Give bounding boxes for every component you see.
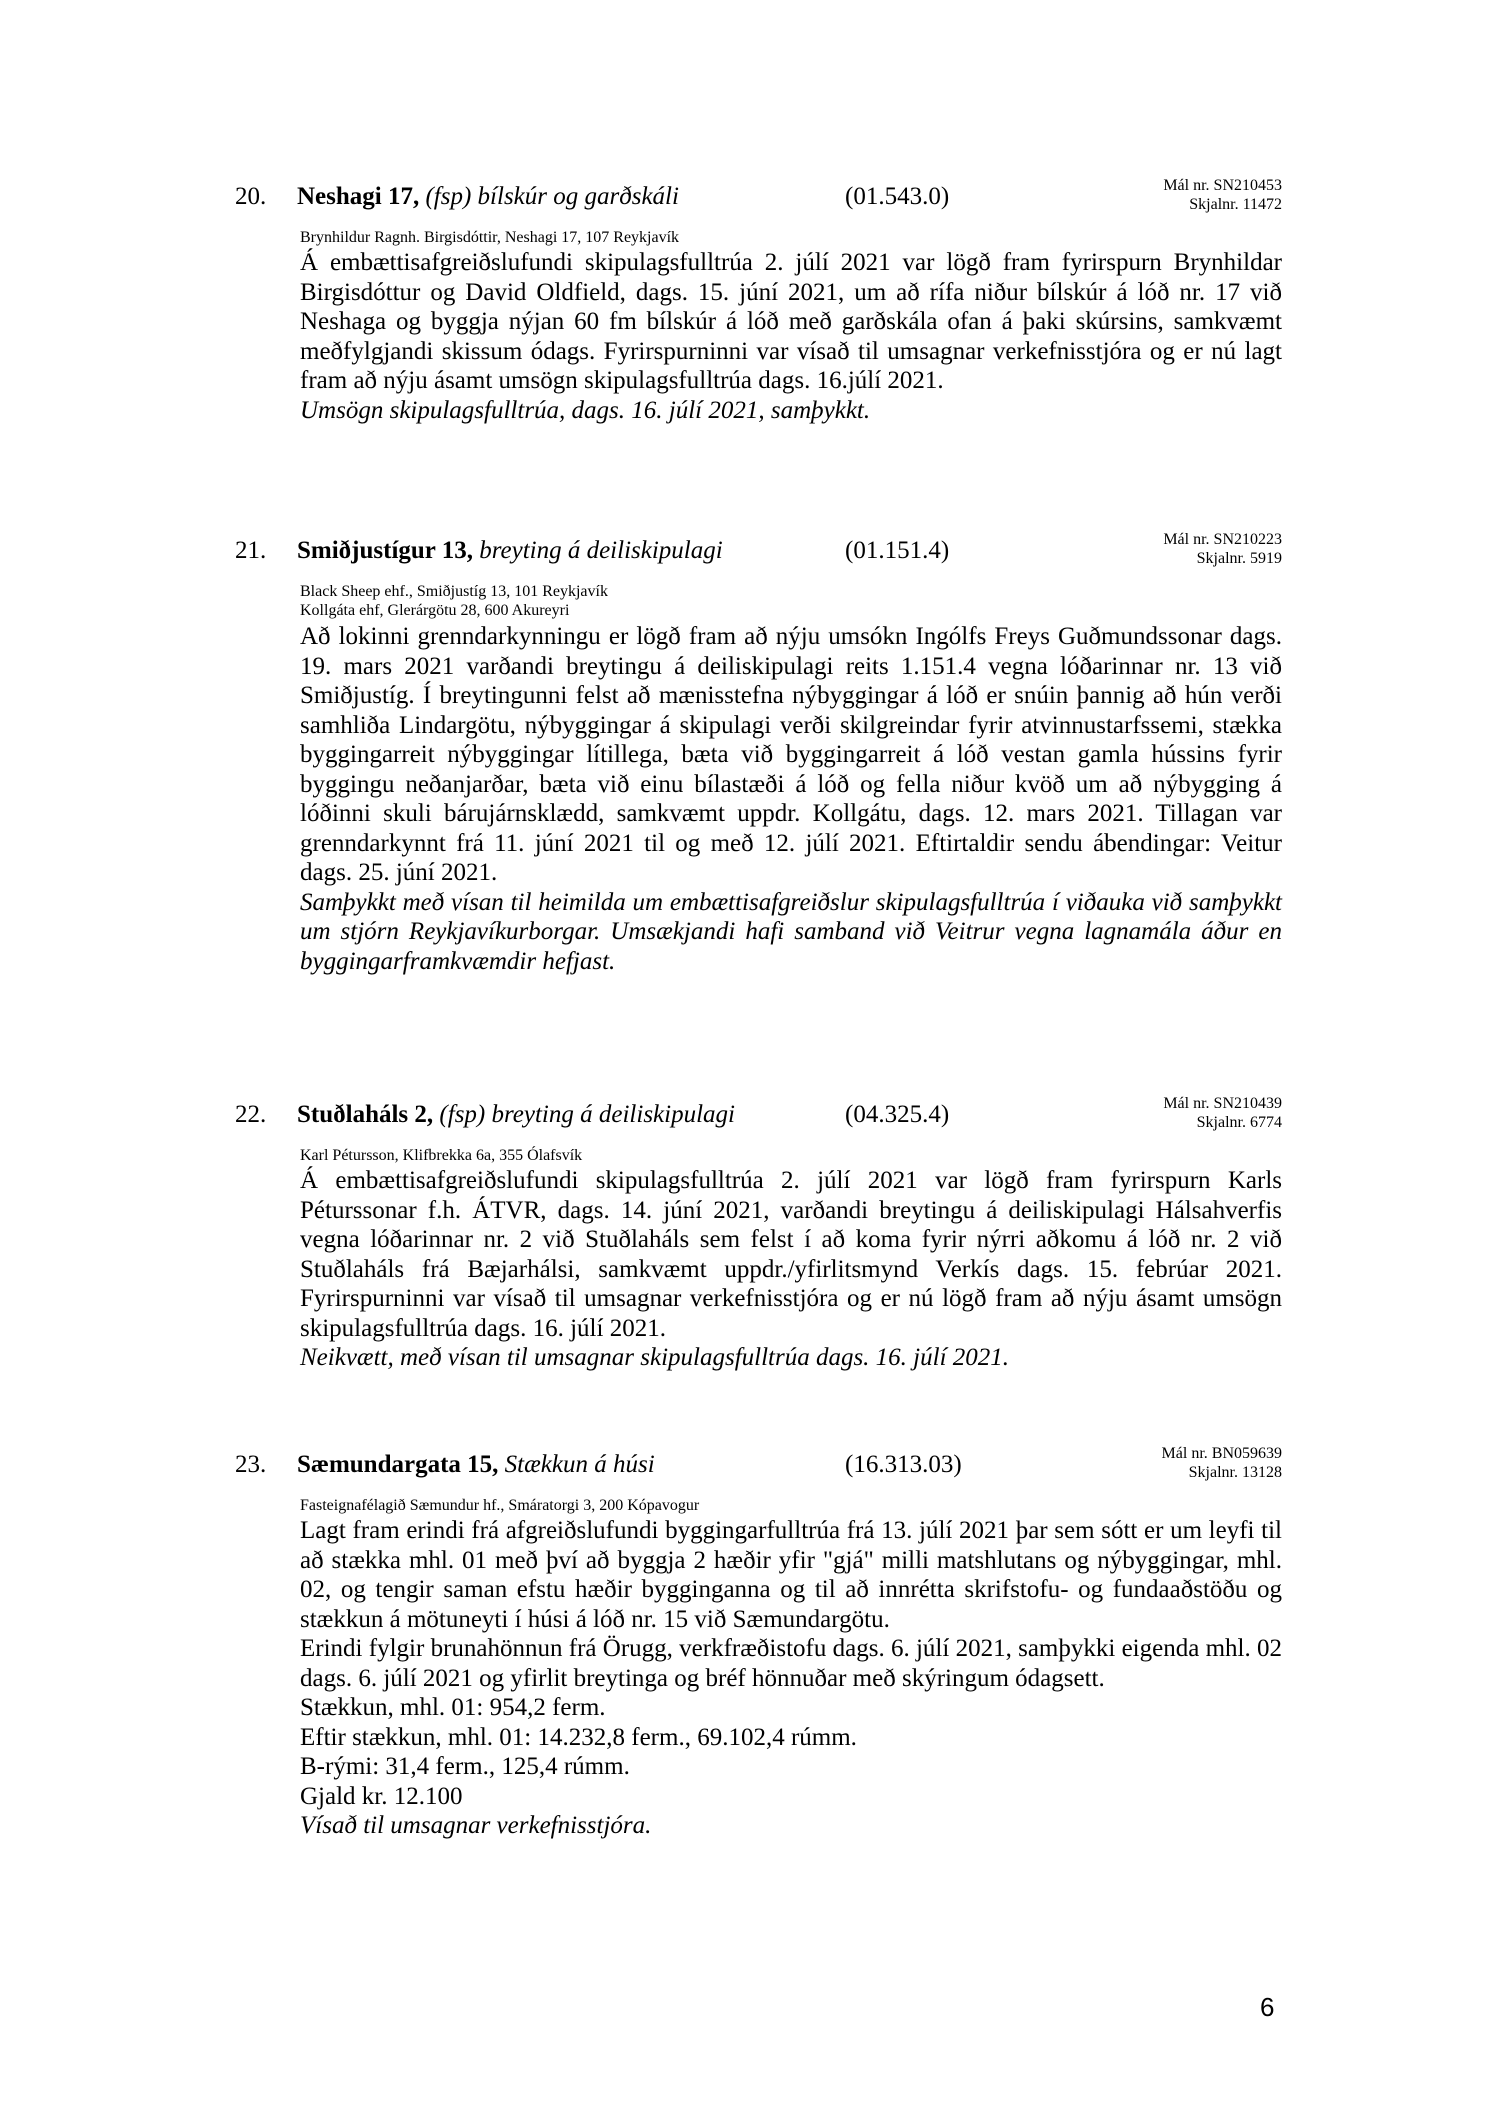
item-paragraph: Að lokinni grenndarkynningu er lögð fram að nýju umsókn Ingólfs Freys Guðmundssonar dags. 19. mars 2021 varðandi breytingu á deiliskipulagi reits 1.151.4 vegna lóðarinnar nr. 13 við Smiðjustíg. Í breytingunni felst að mænisstefna nýbyggingar á lóð er snúin þannig að hún verði samhliða Lindargötu, nýbyggingar á skipulagi verði skilgreindar fyrir atvinnustarfssemi, stækka byggingarreit nýbyggingar lítillega, bæta við byggingarreit á lóð vestan gamla hússins fyrir byggingu neðanjarðar, bæta við einu bílastæði á lóð og fella niður kvöð um að nýbygging á lóðinni skuli bárujárnsklædd, samkvæmt uppdr. Kollgátu, dags. 12. mars 2021. Tillagan var grenndarkynnt frá 11. júní 2021 til og með 12. júlí 2021. Eftirtaldir sendu ábendingar: Veitur dags. 25. júní 2021. (300, 623, 1282, 886)
item-decision: Neikvætt, með vísan til umsagnar skipulagsfulltrúa dags. 16. júlí 2021. (300, 1344, 1010, 1371)
item-paragraph: Lagt fram erindi frá afgreiðslufundi byggingarfulltrúa frá 13. júlí 2021 þar sem sótt er um leyfi til að stækka mhl. 01 með því að byggja 2 hæðir yfir "gjá" milli matshlutans og nýbyggingar, mhl. 02, og tengir saman efstu hæðir bygginganna og til að innrétta skrifstofu- og fundaaðstöðu og stækkun á mötuneyti í húsi á lóð nr. 15 við Sæmundargötu. (300, 1517, 1282, 1633)
item-number: 20. (235, 183, 267, 210)
item-land-code: (04.325.4) (845, 1101, 950, 1128)
item-references (1163, 1094, 1282, 1132)
item-number: 21. (235, 537, 267, 564)
item-address: Stuðlaháls 2, (297, 1101, 434, 1128)
item-title (297, 1100, 735, 1130)
applicant: Kollgáta ehf, Glerárgötu 28, 600 Akureyri (300, 602, 570, 619)
document-number: Skjalnr. 6774 (1196, 1114, 1282, 1131)
item-decision: Umsögn skipulagsfulltrúa, dags. 16. júlí 2021, samþykkt. (300, 396, 871, 424)
item-number: 23. (235, 1451, 267, 1478)
item-address: Neshagi 17, (297, 183, 420, 210)
item-references (1163, 530, 1282, 568)
applicant: Brynhildur Ragnh. Birgisdóttir, Neshagi 17, 107 Reykjavík (300, 229, 680, 246)
item-paragraph: Á embættisafgreiðslufundi skipulagsfulltrúa 2. júlí 2021 var lögð fram fyrirspurn Brynhildar Birgisdóttur og David Oldfield, dags. 15. júní 2021, um að rífa niður bílskúr á lóð nr. 17 við Neshaga og byggja nýjan 60 fm bílskúr á lóð með garðskála ofan á þaki skúrsins, samkvæmt meðfylgjandi skissum ódags. Fyrirspurninni var vísað til umsagnar verkefnisstjóra og er nú lagt fram að nýju ásamt umsögn skipulagsfulltrúa dags. 16.júlí 2021. (300, 249, 1282, 394)
applicant: Black Sheep ehf., Smiðjustíg 13, 101 Reykjavík (300, 583, 608, 600)
item-references (1163, 176, 1282, 214)
item-paragraph: Á embættisafgreiðslufundi skipulagsfulltrúa 2. júlí 2021 var lögð fram fyrirspurn Karls Péturssonar f.h. ÁTVR, dags. 14. júní 2021, varðandi breytingu á deiliskipulagi Hálsahverfis vegna lóðarinnar nr. 2 við Stuðlaháls sem felst í að koma fyrir nýrri aðkomu á lóð nr. 2 við Stuðlaháls frá Bæjarhálsi, samkvæmt uppdr./yfirlitsmynd Verkís dags. 15. febrúar 2021. Fyrirspurninni var vísað til umsagnar verkefnisstjóra og er nú lögð fram að nýju ásamt umsögn skipulagsfulltrúa dags. 16. júlí 2021. (300, 1167, 1282, 1342)
item-subject: (fsp) bílskúr og garðskáli (419, 183, 679, 210)
applicant-list (300, 228, 679, 247)
item-land-code: (01.151.4) (845, 537, 950, 564)
applicant-list (300, 1496, 699, 1515)
item-title (297, 182, 679, 212)
item-title (297, 536, 723, 566)
item-paragraph: Erindi fylgir brunahönnun frá Örugg, verkfræðistofu dags. 6. júlí 2021, samþykki eigenda mhl. 02 dags. 6. júlí 2021 og yfirlit breytinga og bréf hönnuðar með skýringum ódagsett. (300, 1635, 1282, 1692)
item-body (300, 622, 1282, 976)
item-subject: breyting á deiliskipulagi (472, 537, 723, 564)
applicant: Fasteignafélagið Sæmundur hf., Smáratorgi 3, 200 Kópavogur (300, 1497, 700, 1514)
item-decision: Vísað til umsagnar verkefnisstjóra. (300, 1812, 652, 1839)
item-subject: (fsp) breyting á deiliskipulagi (433, 1101, 735, 1128)
item-paragraph: Gjald kr. 12.100 (300, 1782, 463, 1810)
case-number: Mál nr. BN059639 (1161, 1445, 1282, 1462)
document-number: Skjalnr. 11472 (1189, 196, 1282, 213)
case-number: Mál nr. SN210439 (1163, 1095, 1282, 1112)
item-paragraph: Stækkun, mhl. 01: 954,2 ferm. (300, 1694, 606, 1721)
item-body (300, 1516, 1282, 1841)
item-address: Sæmundargata 15, (297, 1451, 499, 1478)
case-number: Mál nr. SN210453 (1163, 177, 1282, 194)
document-number: Skjalnr. 5919 (1196, 550, 1282, 567)
item-decision: Samþykkt með vísan til heimilda um embættisafgreiðslur skipulagsfulltrúa í viðauka við samþykkt um stjórn Reykjavíkurborgar. Umsækjandi hafi samband við Veitrur vegna lagnamála áður en byggingarframkvæmdir hefjast. (300, 888, 1282, 975)
item-body (300, 1166, 1282, 1373)
case-number: Mál nr. SN210223 (1163, 531, 1282, 548)
applicant-list (300, 582, 608, 620)
item-body (300, 248, 1282, 425)
item-land-code: (01.543.0) (845, 183, 950, 210)
document-number: Skjalnr. 13128 (1188, 1464, 1282, 1481)
item-land-code: (16.313.03) (845, 1451, 962, 1478)
item-title (297, 1450, 655, 1480)
applicant: Karl Pétursson, Klifbrekka 6a, 355 Ólafsvík (300, 1147, 583, 1164)
item-subject: Stækkun á húsi (498, 1451, 655, 1478)
item-paragraph: B-rými: 31,4 ferm., 125,4 rúmm. (300, 1753, 630, 1780)
item-paragraph: Eftir stækkun, mhl. 01: 14.232,8 ferm., 69.102,4 rúmm. (300, 1723, 857, 1751)
item-number: 22. (235, 1101, 267, 1128)
item-references (1162, 1444, 1282, 1482)
applicant-list (300, 1146, 582, 1165)
page-number: 6 (1260, 1992, 1275, 2022)
item-address: Smiðjustígur 13, (297, 537, 473, 564)
